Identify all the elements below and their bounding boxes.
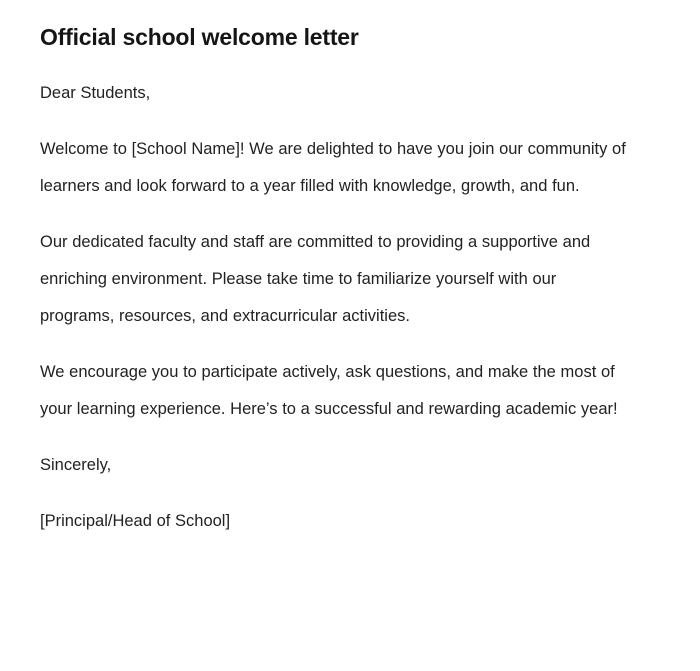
closing-paragraph: Sincerely, bbox=[40, 456, 112, 475]
faculty-paragraph: Our dedicated faculty and staff are committed to providing a supportive and enriching environment. Please take time to familiarize yourself with our programs, resources, and extracurricular activities. bbox=[40, 233, 591, 326]
salutation-paragraph: Dear Students, bbox=[40, 84, 151, 103]
letter-body bbox=[40, 75, 626, 540]
signature-paragraph: [Principal/Head of School] bbox=[40, 512, 231, 531]
encouragement-paragraph: We encourage you to participate actively, ask questions, and make the most of your learning experience. Here’s to a successful and rewarding academic year! bbox=[40, 363, 618, 419]
page-title: Official school welcome letter bbox=[40, 24, 359, 50]
welcome-paragraph: Welcome to [School Name]! We are delighted to have you join our community of learners and look forward to a year filled with knowledge, growth, and fun. bbox=[40, 140, 626, 196]
